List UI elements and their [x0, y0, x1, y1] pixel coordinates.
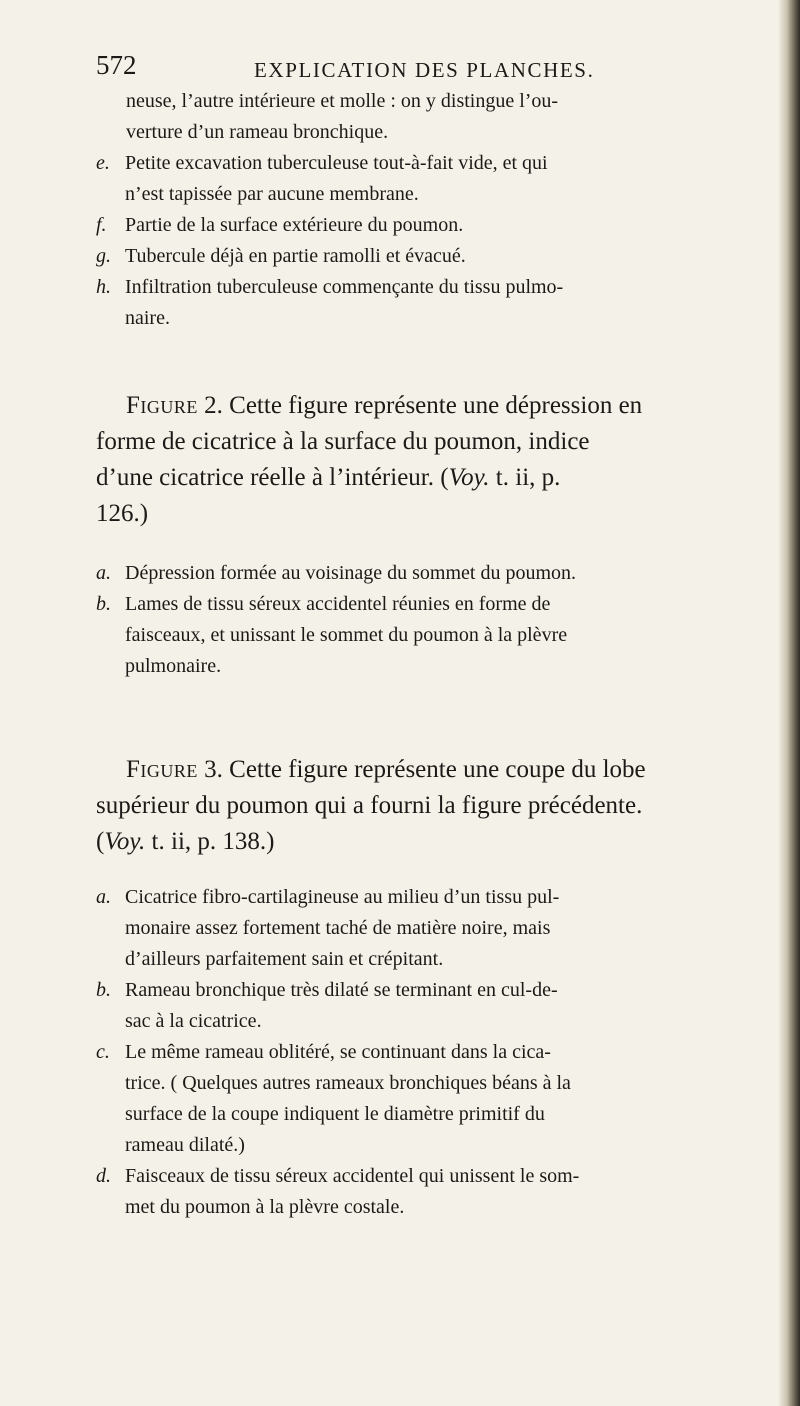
legend-letter: d.	[96, 1165, 111, 1187]
text-span: (	[96, 828, 105, 855]
text-line: trice. ( Quelques autres rameaux bronchiques béans à la	[125, 1072, 571, 1094]
text-line: verture d’un rameau bronchique.	[126, 121, 389, 143]
text-span: d’une cicatrice réelle à l’intérieur. (	[96, 464, 449, 491]
text-line: Rameau bronchique très dilaté se terminant en cul-de-	[125, 979, 558, 1001]
figure-number: 3.	[204, 756, 223, 783]
legend-item-b	[96, 975, 734, 1037]
text-span: t. ii, p.	[489, 464, 561, 491]
text-line: 126.)	[96, 500, 149, 527]
legend-letter: a.	[96, 886, 111, 908]
figure3-description	[96, 752, 736, 860]
legend-item-e	[96, 148, 734, 210]
text-line: Faisceaux de tissu séreux accidentel qui unissent le som-	[125, 1165, 580, 1187]
text-line: Tubercule déjà en partie ramolli et évacué.	[125, 245, 466, 267]
legend-letter: f.	[96, 214, 107, 236]
text-span: Cette figure représente une coupe du lobe	[222, 756, 646, 783]
text-line	[96, 752, 736, 788]
legend-letter: a.	[96, 562, 111, 584]
text-line: sac à la cicatrice.	[125, 1010, 262, 1032]
legend-item-a	[96, 558, 734, 589]
text-line: d’ailleurs parfaitement sain et crépitant.	[125, 948, 444, 970]
legend-letter: h.	[96, 276, 111, 298]
legend-letter: b.	[96, 593, 111, 615]
figure3-legend	[96, 882, 734, 1223]
legend-letter: c.	[96, 1041, 110, 1063]
text-line	[96, 388, 736, 424]
text-line: naire.	[125, 307, 170, 329]
figure-label: Figure	[126, 392, 198, 419]
text-line: Cicatrice fibro-cartilagineuse au milieu d’un tissu pul-	[125, 886, 560, 908]
legend-item-d	[96, 1161, 734, 1223]
figure2-description	[96, 388, 736, 532]
text-line: Infiltration tuberculeuse commençante du tissu pulmo-	[125, 276, 564, 298]
voy-reference: Voy.	[104, 828, 146, 855]
legend-item-a	[96, 882, 734, 975]
text-span: t. ii, p. 138.)	[145, 828, 275, 855]
page-number: 572	[96, 50, 137, 80]
text-line	[96, 460, 736, 496]
legend-letter: b.	[96, 979, 111, 1001]
legend-letter: g.	[96, 245, 111, 267]
running-head	[96, 50, 736, 84]
text-line: faisceaux, et unissant le sommet du poumon à la plèvre	[125, 624, 568, 646]
page-edge-shadow	[778, 0, 800, 1406]
legend-letter: e.	[96, 152, 110, 174]
header-title: EXPLICATION DES PLANCHES.	[254, 58, 595, 82]
legend-item-g	[96, 241, 734, 272]
legend-item-b	[96, 589, 734, 682]
text-line: Partie de la surface extérieure du poumon.	[125, 214, 464, 236]
legend-item-c	[96, 1037, 734, 1161]
text-line: supérieur du poumon qui a fourni la figure précédente.	[96, 792, 643, 819]
text-line	[96, 824, 736, 860]
text-line: neuse, l’autre intérieure et molle : on y distingue l’ou-	[126, 90, 559, 112]
text-line: met du poumon à la plèvre costale.	[125, 1196, 405, 1218]
text-line: rameau dilaté.)	[125, 1134, 245, 1156]
text-line: surface de la coupe indiquent le diamètre primitif du	[125, 1103, 545, 1125]
figure2-legend	[96, 558, 734, 682]
figure1-continuation	[96, 86, 734, 334]
text-line: Petite excavation tuberculeuse tout-à-fait vide, et qui	[125, 152, 548, 174]
legend-item-h	[96, 272, 734, 334]
legend-item-f	[96, 210, 734, 241]
text-line: Dépression formée au voisinage du sommet du poumon.	[125, 562, 577, 584]
voy-reference: Voy.	[448, 464, 490, 491]
figure-label: Figure	[126, 756, 198, 783]
text-line: forme de cicatrice à la surface du poumon, indice	[96, 428, 590, 455]
text-span: Cette figure représente une dépression en	[222, 392, 643, 419]
text-line: Lames de tissu séreux accidentel réunies en forme de	[125, 593, 551, 615]
text-line: pulmonaire.	[125, 655, 222, 677]
text-line: monaire assez fortement taché de matière noire, mais	[125, 917, 551, 939]
text-line: Le même rameau oblitéré, se continuant dans la cica-	[125, 1041, 551, 1063]
text-line: n’est tapissée par aucune membrane.	[125, 183, 419, 205]
figure-number: 2.	[204, 392, 223, 419]
